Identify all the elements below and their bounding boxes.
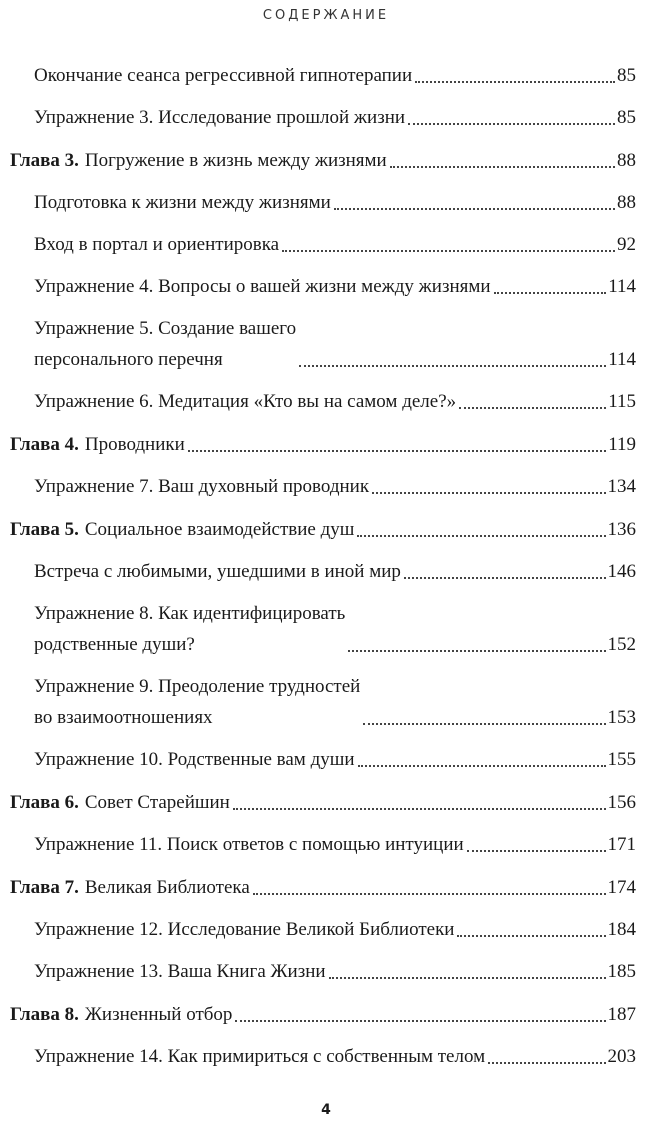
- toc-entry-title: Упражнение 11. Поиск ответов с помощью интуиции: [34, 834, 464, 855]
- toc-entry-title: Упражнение 3. Исследование прошлой жизни: [34, 107, 406, 128]
- toc-entry[interactable]: [10, 556, 636, 587]
- toc-page-number: 171: [607, 834, 636, 855]
- toc-page-number: 136: [607, 519, 636, 540]
- toc-entry-title-line1: Упражнение 5. Создание вашего: [34, 318, 297, 339]
- toc-entry-title-line2: персонального перечня: [34, 349, 223, 370]
- toc-page-number: 152: [607, 634, 636, 655]
- toc-page-number: 155: [607, 749, 636, 770]
- toc-entry[interactable]: [10, 271, 636, 302]
- toc-entry[interactable]: [10, 1041, 636, 1072]
- toc-entry-title: Упражнение 4. Вопросы о вашей жизни между жизнями: [34, 276, 491, 297]
- toc-entry-title: Окончание сеанса регрессивной гипнотерапии: [34, 65, 413, 86]
- leader-dots: [390, 156, 615, 168]
- leader-dots: [404, 567, 606, 579]
- leader-dots: [494, 282, 607, 294]
- chapter-title: Великая Библиотека: [84, 877, 250, 898]
- leader-dots: [488, 1052, 605, 1064]
- leader-dots: [459, 397, 606, 409]
- toc-entry-title-line2: родственные души?: [34, 634, 195, 655]
- toc-entry-title: Упражнение 7. Ваш духовный проводник: [34, 476, 370, 497]
- table-of-contents: [10, 60, 636, 1083]
- chapter-label: Глава 6.: [10, 792, 79, 813]
- toc-entry[interactable]: [10, 914, 636, 945]
- toc-chapter[interactable]: [10, 999, 636, 1030]
- toc-entry-title: Упражнение 12. Исследование Великой Библиотеки: [34, 919, 455, 940]
- toc-entry-title-line1: Упражнение 8. Как идентифицировать: [34, 603, 346, 624]
- toc-entry[interactable]: [10, 471, 636, 502]
- toc-page-number: 174: [607, 877, 636, 898]
- chapter-label: Глава 7.: [10, 877, 79, 898]
- toc-entry[interactable]: [10, 598, 636, 660]
- toc-entry[interactable]: [10, 187, 636, 218]
- toc-page-number: 85: [617, 107, 636, 128]
- toc-page-number: 185: [607, 961, 636, 982]
- leader-dots: [408, 113, 615, 125]
- toc-entry[interactable]: [10, 229, 636, 260]
- toc-entry-title: Встреча с любимыми, ушедшими в иной мир: [34, 561, 401, 582]
- toc-chapter[interactable]: [10, 787, 636, 818]
- toc-page-number: 184: [607, 919, 636, 940]
- leader-dots: [329, 967, 606, 979]
- toc-entry[interactable]: [10, 386, 636, 417]
- toc-entry[interactable]: [10, 744, 636, 775]
- toc-chapter[interactable]: [10, 429, 636, 460]
- page-number: 4: [321, 1102, 331, 1118]
- toc-entry-title-line2: во взаимоотношениях: [34, 707, 213, 728]
- toc-chapter[interactable]: [10, 145, 636, 176]
- toc-page-number: 115: [608, 391, 636, 412]
- toc-entry[interactable]: [10, 956, 636, 987]
- toc-entry-title: Подготовка к жизни между жизнями: [34, 192, 331, 213]
- toc-page-number: 88: [617, 150, 636, 171]
- toc-page-number: 187: [607, 1004, 636, 1025]
- leader-dots: [235, 1010, 605, 1022]
- leader-dots: [457, 925, 605, 937]
- toc-entry-title: Упражнение 14. Как примириться с собственным телом: [34, 1046, 486, 1067]
- toc-page-number: 146: [607, 561, 636, 582]
- toc-page-number: 156: [607, 792, 636, 813]
- leader-dots: [358, 755, 606, 767]
- toc-page-number: 85: [617, 65, 636, 86]
- chapter-title: Жизненный отбор: [84, 1004, 233, 1025]
- leader-dots: [188, 440, 606, 452]
- chapter-label: Глава 5.: [10, 519, 79, 540]
- chapter-title: Погружение в жизнь между жизнями: [84, 150, 387, 171]
- toc-page-number: 114: [608, 276, 636, 297]
- toc-page-number: 134: [607, 476, 636, 497]
- toc-page-number: 92: [617, 234, 636, 255]
- leader-dots: [334, 198, 615, 210]
- toc-entry-title: Вход в портал и ориентировка: [34, 234, 280, 255]
- leader-dots: [357, 525, 605, 537]
- chapter-title: Проводники: [84, 434, 185, 455]
- leader-dots: [363, 713, 605, 725]
- toc-entry[interactable]: [10, 313, 636, 375]
- toc-entry-title: Упражнение 13. Ваша Книга Жизни: [34, 961, 326, 982]
- chapter-title: Совет Старейшин: [84, 792, 230, 813]
- toc-page-number: 153: [607, 707, 636, 728]
- toc-entry[interactable]: [10, 671, 636, 733]
- toc-entry[interactable]: [10, 102, 636, 133]
- leader-dots: [372, 482, 605, 494]
- toc-entry[interactable]: [10, 829, 636, 860]
- toc-entry[interactable]: [10, 60, 636, 91]
- chapter-label: Глава 4.: [10, 434, 79, 455]
- toc-page-number: 88: [617, 192, 636, 213]
- toc-page-number: 114: [608, 349, 636, 370]
- toc-page-number: 203: [607, 1046, 636, 1067]
- chapter-label: Глава 8.: [10, 1004, 79, 1025]
- leader-dots: [348, 640, 605, 652]
- leader-dots: [299, 355, 606, 367]
- page-header: СОДЕРЖАНИЕ: [262, 8, 390, 23]
- toc-page-number: 119: [608, 434, 636, 455]
- chapter-title: Социальное взаимодействие душ: [84, 519, 355, 540]
- toc-entry-title: Упражнение 10. Родственные вам души: [34, 749, 355, 770]
- leader-dots: [233, 798, 606, 810]
- leader-dots: [253, 883, 606, 895]
- toc-chapter[interactable]: [10, 872, 636, 903]
- chapter-label: Глава 3.: [10, 150, 79, 171]
- toc-chapter[interactable]: [10, 514, 636, 545]
- toc-entry-title-line1: Упражнение 9. Преодоление трудностей: [34, 676, 361, 697]
- leader-dots: [415, 71, 615, 83]
- toc-entry-title: Упражнение 6. Медитация «Кто вы на самом деле?»: [34, 391, 457, 412]
- leader-dots: [282, 240, 615, 252]
- leader-dots: [467, 840, 606, 852]
